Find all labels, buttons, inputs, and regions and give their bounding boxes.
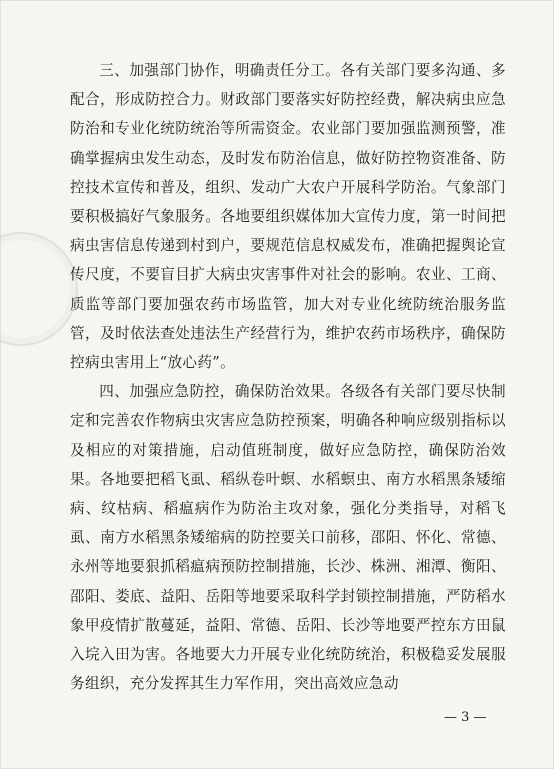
paragraph-four: 四、加强应急防控，确保防治效果。各级各有关部门要尽快制定和完善农作物病虫灾害应急防控预案，明确各种响应级别指标以及相应的对策措施，启动值班制度，做好应急防控，确保防治效果。各地要把稻飞虱、稻纵卷叶螟、水稻螟虫、南方水稻黑条矮缩病、纹枯病、稻瘟病作为防治主攻对象，强化分类指导，对稻飞虱、南方水稻黑条矮缩病的防控要关口前移，邵阳、怀化、常德、永州等地要狠抓稻瘟病预防控制措施，长沙、株洲、湘潭、衡阳、邵阳、娄底、益阳、岳阳等地要采取科学封锁控制措施，严防稻水象甲疫情扩散蔓延，益阳、常德、岳阳、长沙等地要严控东方田鼠入垸入田为害。各地要大力开展专业化统防统治，积极稳妥发展服务组织，充分发挥其生力军作用，突出高效应急动	[70, 383, 506, 693]
document-body	[70, 56, 506, 698]
page-number: — 3 —	[444, 710, 487, 725]
paragraph-three: 三、加强部门协作，明确责任分工。各有关部门要多沟通、多配合，形成防控合力。财政部门要落实好防控经费，解决病虫应急防治和专业化统防统治等所需资金。农业部门要加强监测预警，准确掌握病虫发生动态，及时发布防治信息，做好防控物资准备、防控技术宣传和普及，组织、发动广大农户开展科学防治。气象部门要积极搞好气象服务。各地要组织媒体加大宣传力度，第一时间把病虫害信息传递到村到户，要规范信息权威发布，准确把握舆论宣传尺度，不要盲目扩大病虫灾害事件对社会的影响。农业、工商、质监等部门要加强农药市场监管，加大对专业化统防统治服务监管，及时依法查处违法生产经营行为，维护农药市场秩序，确保防控病虫害用上“放心药”。	[70, 62, 506, 372]
faint-seal-mark	[0, 232, 78, 346]
